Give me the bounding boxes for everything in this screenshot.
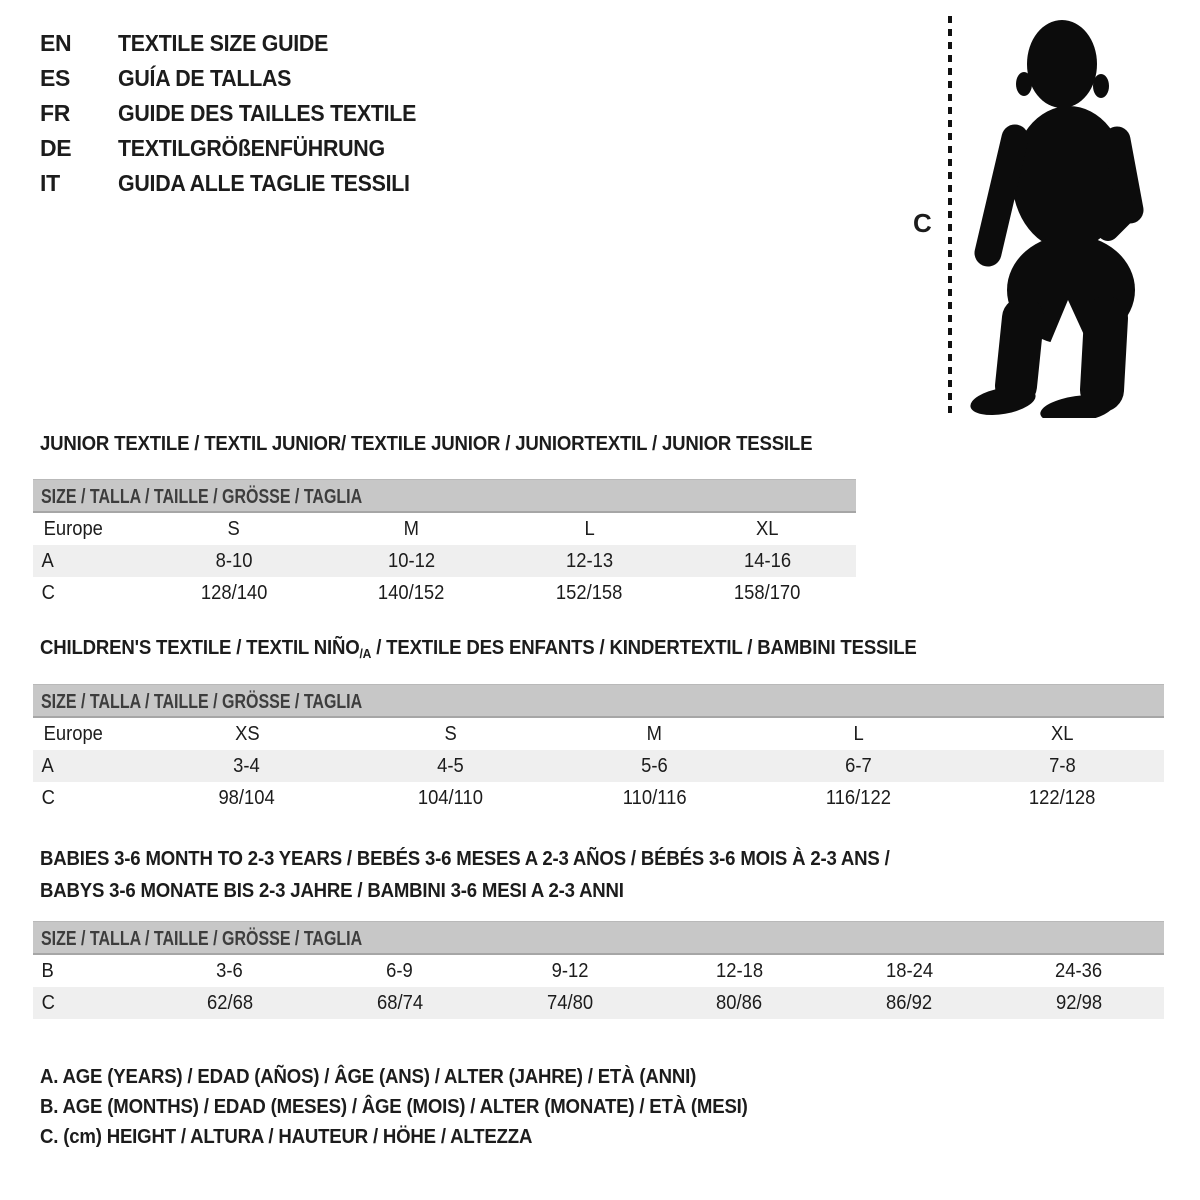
language-label: GUIDA ALLE TAGLIE TESSILI bbox=[118, 170, 410, 196]
row-label: A bbox=[41, 549, 54, 572]
language-row-it bbox=[40, 166, 439, 201]
children-size-table bbox=[33, 684, 1164, 814]
children-section-title bbox=[40, 637, 983, 661]
junior-size-table bbox=[33, 479, 856, 609]
height-cell: 140/152 bbox=[378, 581, 445, 604]
language-label: GUIDE DES TAILLES TEXTILE bbox=[118, 100, 417, 126]
babies-section-title bbox=[40, 843, 954, 907]
height-cell: 110/116 bbox=[622, 786, 687, 809]
age-cell: 12-13 bbox=[565, 549, 613, 572]
age-cell: 7-8 bbox=[1048, 754, 1076, 777]
height-cell: 74/80 bbox=[546, 991, 593, 1014]
size-cell: XS bbox=[234, 722, 260, 745]
size-cell: L bbox=[853, 722, 864, 745]
language-code: DE bbox=[40, 135, 72, 161]
age-cell: 8-10 bbox=[215, 549, 253, 572]
junior-section-title-text: JUNIOR TEXTILE / TEXTIL JUNIOR/ TEXTILE JUNIOR / JUNIORTEXTIL / JUNIOR TESSILE bbox=[40, 433, 813, 455]
language-row-de bbox=[40, 131, 439, 166]
legend-line-b: B. AGE (MONTHS) / EDAD (MESES) / ÂGE (MOIS) / ALTER (MONATE) / ETÀ (MESI) bbox=[40, 1096, 748, 1118]
nino-a-subscript: /A bbox=[359, 646, 372, 661]
table-header-bar bbox=[33, 684, 1164, 718]
age-cell: 3-4 bbox=[233, 754, 261, 777]
age-cell: 18-24 bbox=[885, 959, 933, 982]
age-cell: 4-5 bbox=[437, 754, 464, 777]
table-row-age bbox=[33, 545, 856, 577]
height-cell: 86/92 bbox=[886, 991, 933, 1014]
size-cell: XL bbox=[755, 517, 779, 540]
language-row-en bbox=[40, 26, 439, 61]
size-cell: S bbox=[227, 517, 241, 540]
legend-line-a: A. AGE (YEARS) / EDAD (AÑOS) / ÂGE (ANS) / ALTER (JAHRE) / ETÀ (ANNI) bbox=[40, 1066, 697, 1088]
table-row-age-months bbox=[33, 955, 1164, 987]
babies-title-line1: BABIES 3-6 MONTH TO 2-3 YEARS / BEBÉS 3-6 MESES A 2-3 AÑOS / BÉBÉS 3-6 MOIS À 2-3 ANS / bbox=[40, 848, 890, 870]
row-label: Europe bbox=[43, 722, 103, 745]
size-cell: M bbox=[646, 722, 663, 745]
height-cell: 128/140 bbox=[200, 581, 268, 604]
table-header-label: SIZE / TALLA / TAILLE / GRÖSSE / TAGLIA bbox=[41, 486, 363, 508]
language-label: GUÍA DE TALLAS bbox=[118, 65, 292, 91]
table-header-label: SIZE / TALLA / TAILLE / GRÖSSE / TAGLIA bbox=[41, 928, 363, 950]
legend-line-c: C. (cm) HEIGHT / ALTURA / HAUTEUR / HÖHE / ALTEZZA bbox=[40, 1126, 533, 1148]
size-cell: S bbox=[444, 722, 457, 745]
children-section-title-text: CHILDREN'S TEXTILE / TEXTIL $NIÑO_{/A}$ / TEXTILE DES ENFANTS / KINDERTEXTIL / BAMBINI TESSILE bbox=[40, 637, 917, 661]
age-cell: 10-12 bbox=[388, 549, 436, 572]
age-cell: 3-6 bbox=[216, 959, 244, 982]
height-cell: 122/128 bbox=[1028, 786, 1096, 809]
table-row-age bbox=[33, 750, 1164, 782]
table-header-bar bbox=[33, 479, 856, 513]
size-cell: L bbox=[584, 517, 595, 540]
babies-size-table bbox=[33, 921, 1164, 1019]
age-cell: 6-9 bbox=[386, 959, 414, 982]
height-dashed-line bbox=[948, 16, 952, 418]
table-row-europe bbox=[33, 513, 856, 545]
language-code: ES bbox=[40, 65, 71, 91]
height-cell: 80/86 bbox=[716, 991, 763, 1014]
size-cell: M bbox=[403, 517, 420, 540]
row-label: B bbox=[41, 959, 54, 982]
height-cell: 92/98 bbox=[1056, 991, 1103, 1014]
measure-label-c: C bbox=[913, 208, 932, 238]
age-cell: 9-12 bbox=[551, 959, 588, 982]
table-row-height bbox=[33, 577, 856, 609]
row-label: A bbox=[41, 754, 54, 777]
language-code: IT bbox=[40, 170, 60, 196]
toddler-silhouette-icon bbox=[965, 18, 1145, 418]
size-cell: XL bbox=[1050, 722, 1074, 745]
language-code: EN bbox=[40, 30, 72, 56]
language-row-fr bbox=[40, 96, 439, 131]
height-cell: 152/158 bbox=[556, 581, 623, 604]
language-code: FR bbox=[40, 100, 71, 126]
table-header-label: SIZE / TALLA / TAILLE / GRÖSSE / TAGLIA bbox=[41, 691, 363, 713]
height-cell: 158/170 bbox=[733, 581, 801, 604]
table-header-bar bbox=[33, 921, 1164, 955]
row-label: C bbox=[41, 991, 55, 1014]
language-label: TEXTILGRÖßENFÜHRUNG bbox=[118, 135, 385, 161]
legend bbox=[40, 1062, 801, 1152]
row-label: Europe bbox=[43, 517, 103, 540]
row-label: C bbox=[41, 581, 55, 604]
height-cell: 68/74 bbox=[376, 991, 423, 1014]
junior-section-title bbox=[40, 433, 870, 456]
age-cell: 12-18 bbox=[715, 959, 763, 982]
height-cell: 98/104 bbox=[218, 786, 276, 809]
height-cell: 104/110 bbox=[418, 786, 484, 809]
language-list bbox=[40, 26, 439, 201]
table-row-height bbox=[33, 782, 1164, 814]
row-label: C bbox=[41, 786, 55, 809]
language-label: TEXTILE SIZE GUIDE bbox=[118, 30, 329, 56]
age-cell: 24-36 bbox=[1055, 959, 1103, 982]
table-row-europe bbox=[33, 718, 1164, 750]
table-row-height bbox=[33, 987, 1164, 1019]
age-cell: 5-6 bbox=[641, 754, 668, 777]
size-figure bbox=[905, 14, 1155, 426]
age-cell: 14-16 bbox=[743, 549, 791, 572]
height-cell: 116/122 bbox=[825, 786, 891, 809]
age-cell: 6-7 bbox=[844, 754, 872, 777]
height-cell: 62/68 bbox=[206, 991, 253, 1014]
language-row-es bbox=[40, 61, 439, 96]
babies-title-line2: BABYS 3-6 MONATE BIS 2-3 JAHRE / BAMBINI 3-6 MESI A 2-3 ANNI bbox=[40, 880, 624, 902]
